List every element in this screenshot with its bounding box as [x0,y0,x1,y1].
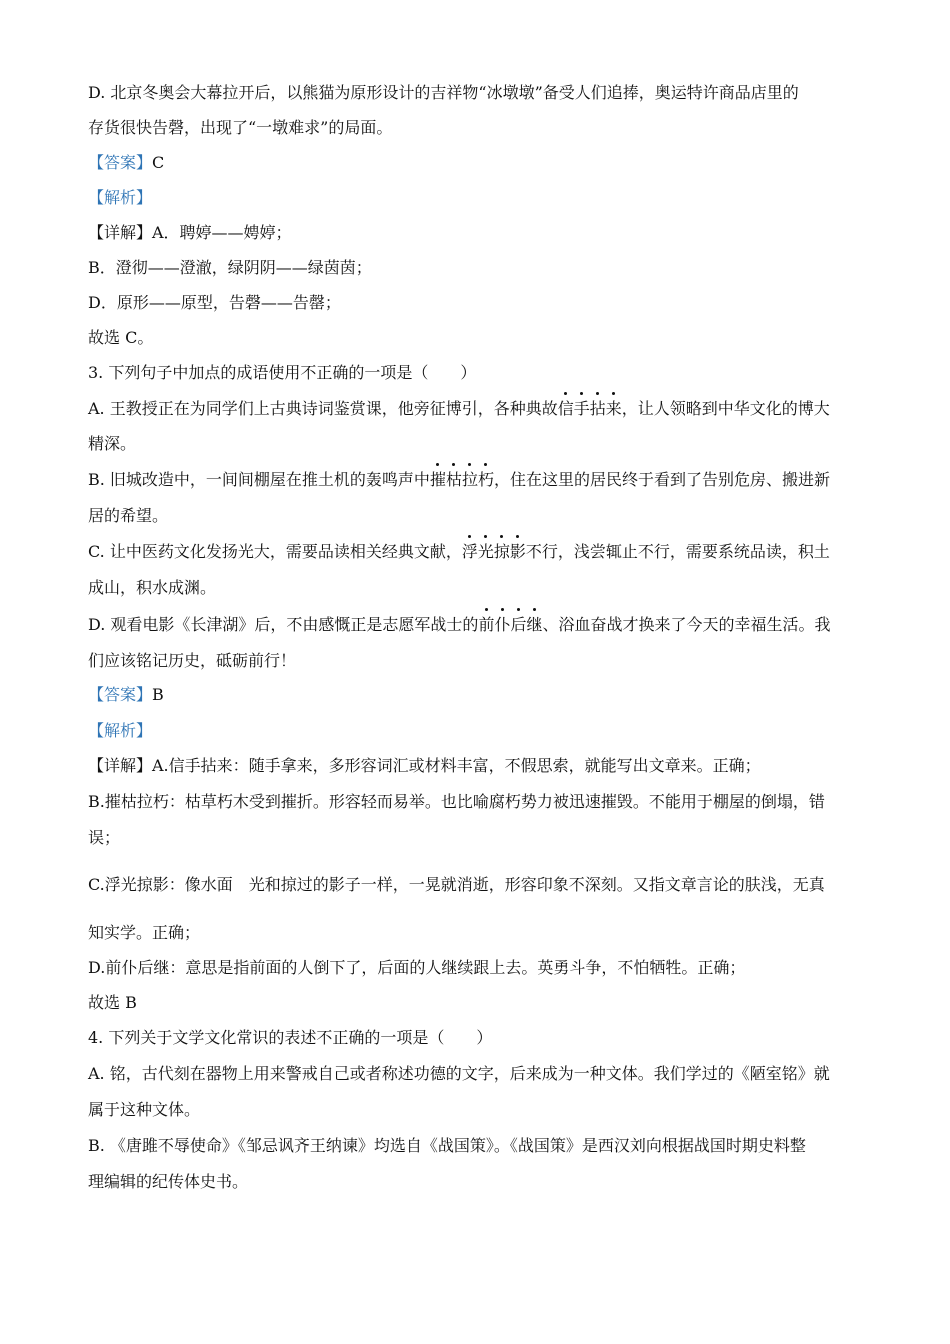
emphasis-char: 摧 [429,470,446,489]
emphasis-char: 影 [509,542,526,561]
q3-detail-b-cont: 误； [88,828,121,847]
q3-option-c: C. 让中医药文化发扬光大，需要品读相关经典文献，浮光掠影不行，浅尝辄止不行，需要系统品读，积土 [88,542,830,561]
emphasis-char: 后 [510,615,527,634]
emphasis-char: 光 [477,542,494,561]
answer-label: 【答案】 [88,685,153,704]
q2-detail-d: D．原形——原型，告磬——告罄； [88,293,341,312]
q3-conclusion: 故选 B [88,993,137,1012]
emphasis-char: 前 [478,615,495,634]
answer-value: B [152,685,164,704]
emphasis-char: 来 [605,399,622,418]
q2-analysis-label [88,187,868,209]
q3-detail-d: D.前仆后继：意思是指前面的人倒下了，后面的人继续跟上去。英勇斗争，不怕牺牲。正确； [88,958,746,977]
q3-detail-c-cont: 知实学。正确； [88,923,201,942]
answer-value: C [152,153,165,172]
q3-option-a: A. 王教授正在为同学们上古典诗词鉴赏课，他旁征博引，各种典故信手拈来，让人领略到中华文化的博大 [88,399,830,418]
q3-stem: 3. 下列句子中加点的成语使用不正确的一项是（ ） [88,363,477,382]
analysis-label: 【解析】 [88,188,153,207]
q3-option-a-cont: 精深。 [88,434,137,453]
q4-option-a-cont: 属于这种文体。 [88,1100,201,1119]
q4-option-b: B. 《唐雎不辱使命》《邹忌讽齐王纳谏》均选自《战国策》。《战国策》是西汉刘向根据战国时期史料整 [88,1136,806,1155]
analysis-label: 【解析】 [88,721,153,740]
emphasis-char: 掠 [493,542,510,561]
q2-option-d-cont: 存货很快告磬，出现了“一墩难求”的局面。 [88,118,393,137]
q2-answer [88,152,868,174]
q3-detail-b: B.摧枯拉朽：枯草朽木受到摧折。形容轻而易举。也比喻腐朽势力被迅速摧毁。不能用于棚屋的倒塌，错 [88,792,825,811]
q2-detail-b: B．澄彻——澄澈，绿阴阴——绿茵茵； [88,258,372,277]
q3-detail-a: 【详解】A.信手拈来：随手拿来，多形容词汇或材料丰富，不假思索，就能写出文章来。正确； [88,756,761,775]
q3-option-b: B. 旧城改造中，一间间棚屋在推土机的轰鸣声中摧枯拉朽，住在这里的居民终于看到了告别危房、搬进新 [88,470,831,489]
emphasis-char: 信 [557,399,574,418]
q3-option-d-cont: 们应该铭记历史，砥砺前行！ [88,651,297,670]
q2-option-d: D. 北京冬奥会大幕拉开后，以熊猫为原形设计的吉祥物“冰墩墩”备受人们追捧，奥运特许商品店里的 [88,83,799,102]
q3-answer [88,684,868,706]
q3-analysis-label [88,720,868,742]
q4-option-b-cont: 理编辑的纪传体史书。 [88,1172,249,1191]
q2-conclusion: 故选 C。 [88,328,154,347]
q3-option-b-cont: 居的希望。 [88,506,169,525]
emphasis-char: 浮 [461,542,478,561]
q4-stem: 4. 下列关于文学文化常识的表述不正确的一项是（ ） [88,1028,493,1047]
q2-detail-a: 【详解】A．聘婷——娉婷； [88,223,292,242]
q3-option-c-cont: 成山，积水成渊。 [88,578,217,597]
emphasis-char: 拈 [589,399,606,418]
emphasis-char: 手 [573,399,590,418]
emphasis-char: 继 [526,615,543,634]
emphasis-char: 仆 [494,615,511,634]
emphasis-char: 朽 [477,470,494,489]
emphasis-char: 拉 [461,470,478,489]
q3-option-d: D. 观看电影《长津湖》后，不由感慨正是志愿军战士的前仆后继、浴血奋战才换来了今天的幸福生活。我 [88,615,831,634]
emphasis-char: 枯 [445,470,462,489]
q4-option-a: A. 铭，古代刻在器物上用来警戒自己或者称述功德的文字，后来成为一种文体。我们学过的《陋室铭》就 [88,1064,830,1083]
q3-detail-c: C.浮光掠影：像水面 光和掠过的影子一样，一晃就消逝，形容印象不深刻。又指文章言论的肤浅，无真 [88,875,825,894]
answer-label: 【答案】 [88,153,153,172]
